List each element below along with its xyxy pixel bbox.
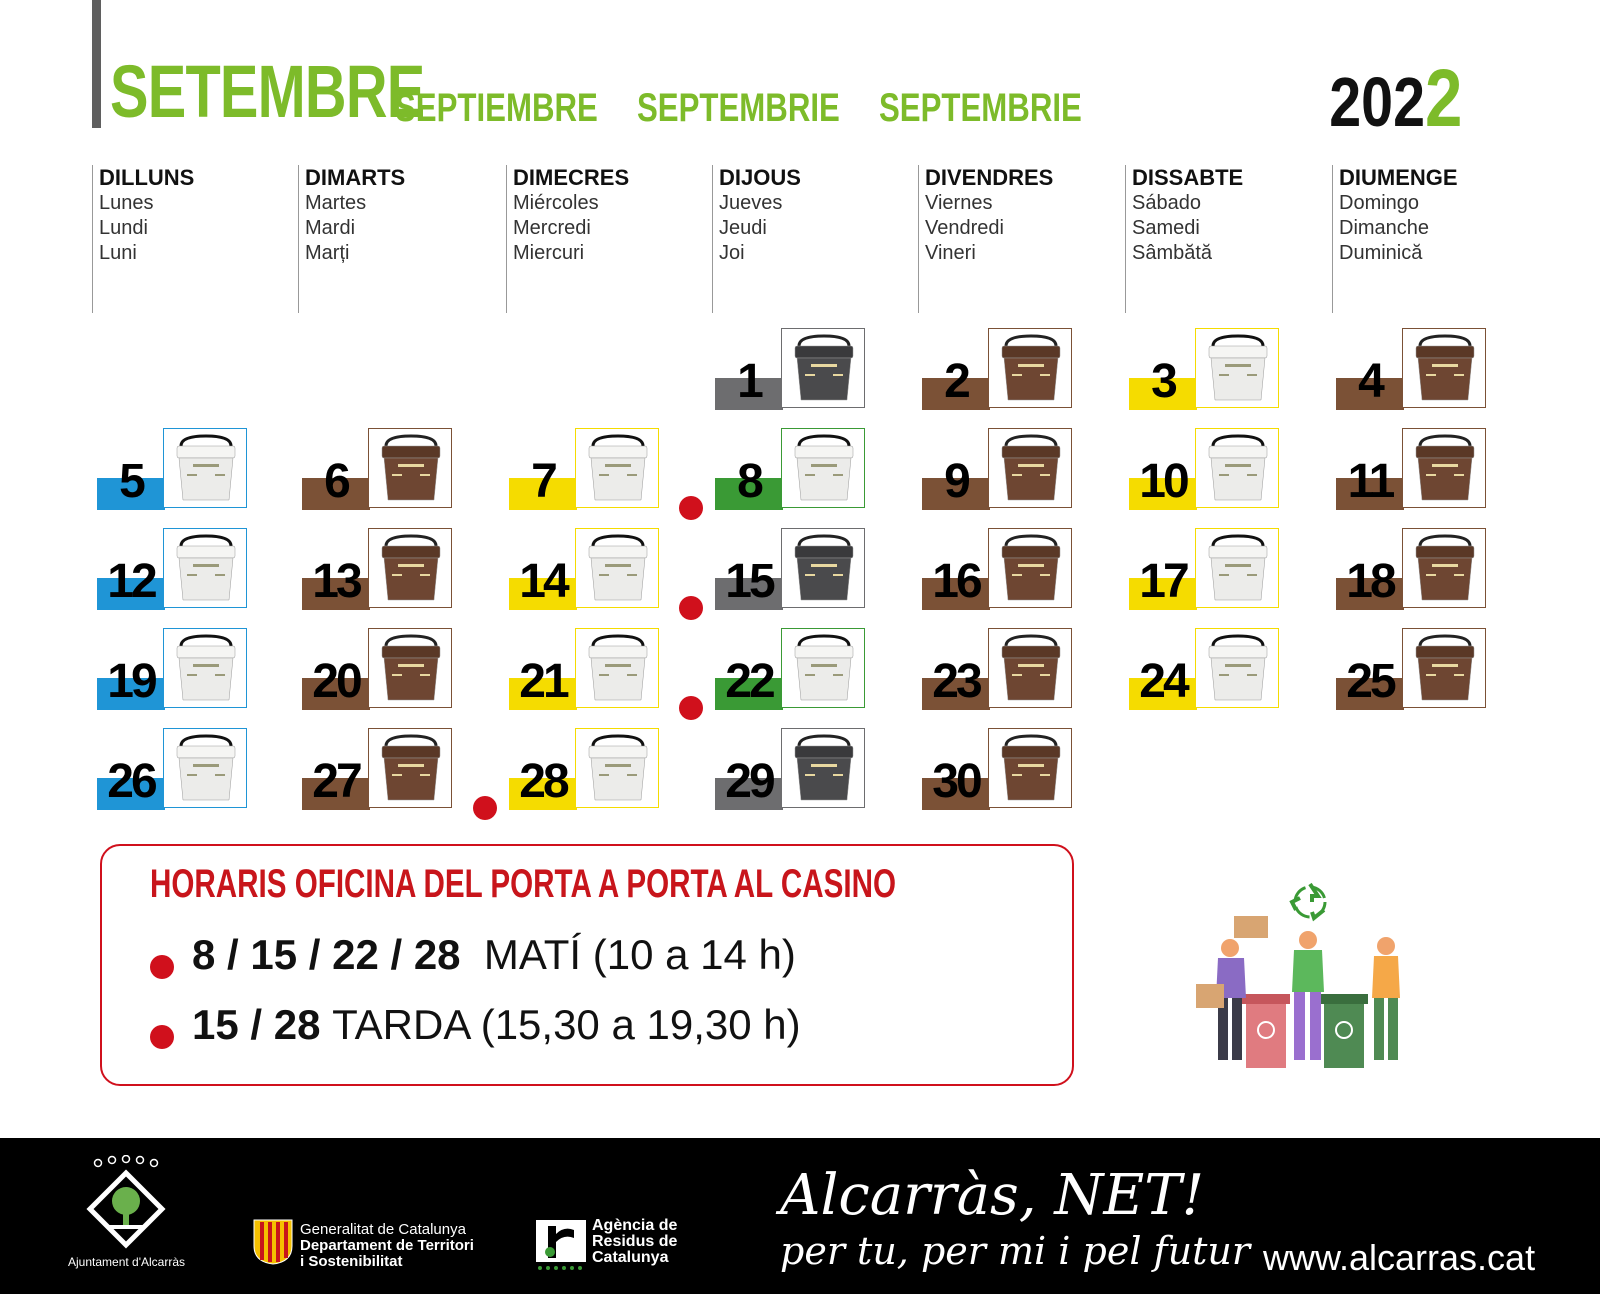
weekday-name: DILLUNS <box>99 165 195 190</box>
day-number: 28 <box>519 755 567 808</box>
rest-bin-icon <box>781 328 865 408</box>
day-number: 14 <box>519 555 567 608</box>
weekday-translation: Lunes <box>99 192 154 214</box>
calendar-day <box>1336 428 1486 510</box>
glass-bin-icon <box>781 628 865 708</box>
glass-bin-icon <box>781 428 865 508</box>
calendar-day <box>509 728 659 810</box>
office-open-dot-icon <box>679 596 703 620</box>
calendar-day <box>715 628 865 710</box>
weekday-translation: Jueves <box>719 192 783 214</box>
year-last-digit: 2 <box>1424 53 1462 144</box>
calendar-day <box>302 728 452 810</box>
month-title-ro: SEPTEMBRIE <box>879 86 1082 130</box>
weekday-column <box>1125 165 1243 313</box>
day-number: 8 <box>737 455 761 508</box>
organic-bin-icon <box>368 428 452 508</box>
calendar-day <box>509 628 659 710</box>
day-number: 2 <box>944 355 968 408</box>
calendar-day <box>1129 628 1279 710</box>
organic-bin-icon <box>368 728 452 808</box>
weekday-translation: Vendredi <box>925 217 1004 239</box>
generalitat-line: Departament de Territori <box>300 1237 474 1254</box>
weekday-translation: Joi <box>719 242 745 264</box>
day-number: 21 <box>519 655 567 708</box>
calendar-day <box>97 528 247 610</box>
organic-bin-icon <box>988 428 1072 508</box>
calendar-day <box>1336 328 1486 410</box>
calendar-day <box>922 428 1072 510</box>
calendar-day <box>922 728 1072 810</box>
agencia-text <box>592 1218 677 1266</box>
day-number: 20 <box>312 655 360 708</box>
paper-bin-icon <box>163 428 247 508</box>
day-number: 17 <box>1139 555 1187 608</box>
agencia-line: Catalunya <box>592 1249 669 1266</box>
calendar-day <box>302 528 452 610</box>
organic-bin-icon <box>368 628 452 708</box>
weekday-name: DIUMENGE <box>1339 165 1458 190</box>
weekday-translation: Duminică <box>1339 242 1423 264</box>
day-number: 7 <box>531 455 555 508</box>
agencia-residus-logo <box>534 1218 588 1272</box>
weekday-translation: Marți <box>305 242 350 264</box>
calendar-day <box>922 528 1072 610</box>
day-number: 12 <box>107 555 155 608</box>
packaging-bin-icon <box>1195 528 1279 608</box>
day-number: 29 <box>725 755 773 808</box>
weekday-column <box>918 165 1053 313</box>
organic-bin-icon <box>1402 428 1486 508</box>
organic-bin-icon <box>988 628 1072 708</box>
calendar-day <box>1336 628 1486 710</box>
day-number: 22 <box>725 655 773 708</box>
office-hours-box <box>100 844 1074 1086</box>
day-number: 23 <box>932 655 980 708</box>
day-number: 6 <box>324 455 348 508</box>
day-number: 25 <box>1346 655 1394 708</box>
packaging-bin-icon <box>575 728 659 808</box>
weekday-translation: Mercredi <box>513 217 591 239</box>
day-number: 16 <box>932 555 980 608</box>
office-hours-afternoon <box>150 1001 801 1049</box>
morning-hours: MATÍ (10 a 14 h) <box>483 931 796 978</box>
organic-bin-icon <box>988 728 1072 808</box>
rest-bin-icon <box>781 728 865 808</box>
year-prefix: 202 <box>1328 63 1425 141</box>
day-number: 24 <box>1139 655 1187 708</box>
day-number: 13 <box>312 555 360 608</box>
red-dot-icon <box>150 1025 174 1049</box>
day-number: 4 <box>1358 355 1382 408</box>
day-number: 11 <box>1347 455 1393 508</box>
office-open-dot-icon <box>679 496 703 520</box>
weekday-header <box>92 165 1552 313</box>
agencia-line: Residus de <box>592 1233 678 1250</box>
paper-bin-icon <box>163 628 247 708</box>
calendar-day <box>715 728 865 810</box>
afternoon-hours: TARDA (15,30 a 19,30 h) <box>332 1001 801 1048</box>
ajuntament-label: Ajuntament d'Alcarràs <box>68 1255 186 1269</box>
weekday-translation: Miercuri <box>513 242 585 264</box>
day-number: 5 <box>119 455 143 508</box>
afternoon-days: 15 / 28 <box>192 1001 321 1048</box>
calendar-day <box>1129 328 1279 410</box>
packaging-bin-icon <box>575 428 659 508</box>
morning-days: 8 / 15 / 22 / 28 <box>192 931 461 978</box>
day-number: 26 <box>107 755 155 808</box>
weekday-column <box>298 165 405 313</box>
rest-bin-icon <box>781 528 865 608</box>
weekday-column <box>506 165 629 313</box>
month-title-es: SEPTIEMBRE <box>395 86 598 130</box>
organic-bin-icon <box>1402 328 1486 408</box>
weekday-translation: Dimanche <box>1339 217 1430 239</box>
packaging-bin-icon <box>1195 328 1279 408</box>
office-open-dot-icon <box>679 696 703 720</box>
weekday-translation: Sâmbătă <box>1132 242 1213 264</box>
office-hours-morning <box>150 931 796 979</box>
calendar-day <box>715 428 865 510</box>
organic-bin-icon <box>988 528 1072 608</box>
organic-bin-icon <box>988 328 1072 408</box>
paper-bin-icon <box>163 728 247 808</box>
calendar-day <box>922 628 1072 710</box>
recycling-people-illustration <box>1190 880 1420 1095</box>
generalitat-line: i Sostenibilitat <box>300 1253 403 1270</box>
organic-bin-icon <box>1402 528 1486 608</box>
month-title: SETEMBRE <box>110 50 425 133</box>
paper-bin-icon <box>163 528 247 608</box>
calendar-day <box>509 528 659 610</box>
day-number: 30 <box>932 755 980 808</box>
recycle-icon <box>1292 884 1325 918</box>
calendar-day <box>302 428 452 510</box>
weekday-name: DISSABTE <box>1132 165 1244 190</box>
month-title-fr: SEPTEMBRIE <box>637 86 840 130</box>
day-number: 18 <box>1346 555 1394 608</box>
calendar-day <box>1129 528 1279 610</box>
red-dot-icon <box>150 955 174 979</box>
calendar-day <box>302 628 452 710</box>
weekday-column <box>712 165 801 313</box>
weekday-translation: Miércoles <box>513 192 599 214</box>
year-label <box>1328 53 1462 144</box>
calendar-day <box>922 328 1072 410</box>
generalitat-logo <box>252 1218 294 1266</box>
website-link[interactable]: www.alcarras.cat <box>1263 1237 1536 1278</box>
weekday-translation: Luni <box>99 242 137 264</box>
office-open-dot-icon <box>473 796 497 820</box>
packaging-bin-icon <box>1195 628 1279 708</box>
calendar-day <box>97 628 247 710</box>
weekday-translation: Martes <box>305 192 367 214</box>
slogan-title: Alcarràs, NET! <box>780 1163 1205 1228</box>
weekday-translation: Jeudi <box>719 217 767 239</box>
weekday-column <box>1332 165 1458 313</box>
calendar-day <box>1129 428 1279 510</box>
month-translations <box>395 88 1099 128</box>
weekday-name: DIMECRES <box>513 165 630 190</box>
weekday-column <box>92 165 194 313</box>
day-number: 10 <box>1139 455 1187 508</box>
weekday-name: DIMARTS <box>305 165 406 190</box>
calendar-day <box>97 428 247 510</box>
calendar-day <box>509 428 659 510</box>
packaging-bin-icon <box>575 528 659 608</box>
weekday-translation: Samedi <box>1132 217 1200 239</box>
packaging-bin-icon <box>1195 428 1279 508</box>
day-number: 9 <box>944 455 968 508</box>
organic-bin-icon <box>1402 628 1486 708</box>
day-number: 19 <box>107 655 155 708</box>
day-number: 15 <box>725 555 773 608</box>
weekday-name: DIJOUS <box>719 165 801 190</box>
generalitat-text <box>300 1222 474 1270</box>
weekday-translation: Viernes <box>925 192 993 214</box>
calendar-day <box>715 528 865 610</box>
weekday-name: DIVENDRES <box>925 165 1054 190</box>
weekday-translation: Domingo <box>1339 192 1420 214</box>
day-number: 27 <box>312 755 360 808</box>
weekday-translation: Sábado <box>1132 192 1201 214</box>
day-number: 3 <box>1151 355 1175 408</box>
weekday-translation: Lundi <box>99 217 148 239</box>
office-hours-title: HORARIS OFICINA DEL PORTA A PORTA AL CASINO <box>150 862 897 906</box>
agencia-line: Agència de <box>592 1217 678 1234</box>
generalitat-line: Generalitat de Catalunya <box>300 1221 466 1238</box>
day-number: 1 <box>737 355 761 408</box>
calendar-day <box>1336 528 1486 610</box>
ajuntament-logo <box>86 1155 166 1255</box>
packaging-bin-icon <box>575 628 659 708</box>
title-accent-bar <box>92 0 101 128</box>
slogan-subtitle: per tu, per mi i pel futur <box>780 1229 1251 1273</box>
weekday-translation: Vineri <box>925 242 976 264</box>
organic-bin-icon <box>368 528 452 608</box>
calendar-day <box>97 728 247 810</box>
weekday-translation: Mardi <box>305 217 356 239</box>
calendar-day <box>715 328 865 410</box>
